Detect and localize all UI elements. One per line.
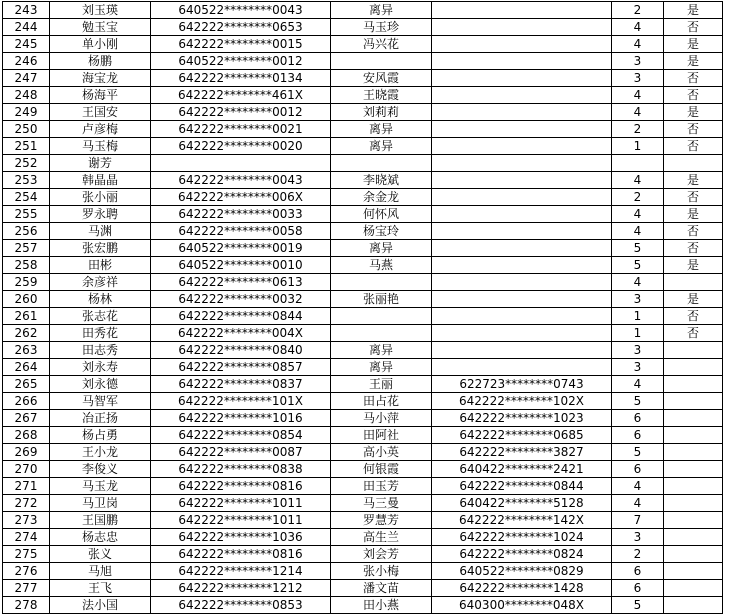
cell-name[interactable]: 海宝龙 [50, 70, 151, 87]
cell-spouse-name[interactable] [331, 53, 432, 70]
table-row [3, 478, 723, 495]
cell-family-count[interactable]: 3 [612, 342, 664, 359]
cell-spouse-id-number[interactable]: 642222********142X [432, 512, 612, 529]
cell-spouse-name[interactable]: 刘会芳 [331, 546, 432, 563]
cell-id-number[interactable]: 642222********0058 [151, 223, 331, 240]
cell-spouse-name[interactable]: 离异 [331, 138, 432, 155]
cell-name[interactable]: 田彬 [50, 257, 151, 274]
cell-family-count[interactable]: 7 [612, 512, 664, 529]
cell-name[interactable]: 马卫岗 [50, 495, 151, 512]
cell-row-number[interactable]: 257 [3, 240, 50, 257]
cell-spouse-name[interactable]: 高小英 [331, 444, 432, 461]
cell-family-count[interactable]: 5 [612, 597, 664, 614]
cell-flag[interactable]: 否 [664, 325, 723, 342]
cell-flag[interactable]: 是 [664, 36, 723, 53]
table-row [3, 410, 723, 427]
cell-spouse-id-number[interactable] [432, 206, 612, 223]
table-row [3, 580, 723, 597]
table-row [3, 359, 723, 376]
cell-id-number[interactable]: 642222********1011 [151, 495, 331, 512]
cell-row-number[interactable]: 264 [3, 359, 50, 376]
cell-family-count[interactable]: 5 [612, 444, 664, 461]
cell-name[interactable]: 罗永聘 [50, 206, 151, 223]
cell-spouse-id-number[interactable]: 640422********2421 [432, 461, 612, 478]
cell-family-count[interactable]: 5 [612, 257, 664, 274]
cell-row-number[interactable]: 250 [3, 121, 50, 138]
cell-spouse-id-number[interactable] [432, 274, 612, 291]
cell-spouse-name[interactable]: 罗慧芳 [331, 512, 432, 529]
cell-family-count[interactable] [612, 155, 664, 172]
cell-spouse-id-number[interactable]: 640522********0829 [432, 563, 612, 580]
cell-row-number[interactable]: 278 [3, 597, 50, 614]
cell-row-number[interactable]: 259 [3, 274, 50, 291]
cell-family-count[interactable]: 1 [612, 325, 664, 342]
cell-spouse-id-number[interactable] [432, 342, 612, 359]
cell-row-number[interactable]: 266 [3, 393, 50, 410]
cell-name[interactable]: 勉玉宝 [50, 19, 151, 36]
cell-flag[interactable] [664, 359, 723, 376]
cell-spouse-name[interactable]: 冯兴花 [331, 36, 432, 53]
cell-name[interactable]: 杨占勇 [50, 427, 151, 444]
cell-id-number[interactable]: 642222********0020 [151, 138, 331, 155]
cell-spouse-id-number[interactable]: 622723********0743 [432, 376, 612, 393]
cell-row-number[interactable]: 256 [3, 223, 50, 240]
cell-flag[interactable] [664, 342, 723, 359]
table-row [3, 104, 723, 121]
table-row [3, 274, 723, 291]
cell-flag[interactable]: 是 [664, 206, 723, 223]
cell-spouse-name[interactable] [331, 155, 432, 172]
cell-spouse-id-number[interactable] [432, 240, 612, 257]
cell-row-number[interactable]: 249 [3, 104, 50, 121]
cell-row-number[interactable]: 270 [3, 461, 50, 478]
cell-family-count[interactable]: 4 [612, 172, 664, 189]
cell-spouse-id-number[interactable] [432, 121, 612, 138]
table-row [3, 138, 723, 155]
cell-family-count[interactable]: 6 [612, 427, 664, 444]
cell-row-number[interactable]: 255 [3, 206, 50, 223]
table-row [3, 53, 723, 70]
table-row [3, 376, 723, 393]
cell-name[interactable]: 单小刚 [50, 36, 151, 53]
cell-id-number[interactable]: 642222********0844 [151, 308, 331, 325]
cell-spouse-name[interactable]: 潘文苗 [331, 580, 432, 597]
cell-spouse-id-number[interactable]: 642222********1023 [432, 410, 612, 427]
cell-flag[interactable]: 是 [664, 172, 723, 189]
cell-spouse-name[interactable]: 张丽艳 [331, 291, 432, 308]
cell-row-number[interactable]: 267 [3, 410, 50, 427]
cell-spouse-id-number[interactable] [432, 359, 612, 376]
table-row [3, 36, 723, 53]
cell-family-count[interactable]: 3 [612, 529, 664, 546]
table-row [3, 495, 723, 512]
cell-row-number[interactable]: 258 [3, 257, 50, 274]
table-row [3, 512, 723, 529]
cell-flag[interactable]: 否 [664, 223, 723, 240]
cell-flag[interactable] [664, 461, 723, 478]
table-row [3, 257, 723, 274]
table-row [3, 2, 723, 19]
cell-flag[interactable] [664, 512, 723, 529]
table-row [3, 427, 723, 444]
cell-spouse-id-number[interactable] [432, 70, 612, 87]
cell-id-number[interactable]: 642222********0816 [151, 546, 331, 563]
cell-family-count[interactable]: 4 [612, 274, 664, 291]
cell-id-number[interactable]: 642222********0854 [151, 427, 331, 444]
cell-name[interactable]: 谢芳 [50, 155, 151, 172]
cell-spouse-name[interactable]: 王丽 [331, 376, 432, 393]
cell-name[interactable]: 王小龙 [50, 444, 151, 461]
cell-id-number[interactable]: 642222********006X [151, 189, 331, 206]
cell-name[interactable]: 马旭 [50, 563, 151, 580]
cell-family-count[interactable]: 4 [612, 104, 664, 121]
cell-family-count[interactable]: 6 [612, 410, 664, 427]
cell-family-count[interactable]: 2 [612, 121, 664, 138]
cell-flag[interactable]: 是 [664, 53, 723, 70]
cell-row-number[interactable]: 262 [3, 325, 50, 342]
cell-name[interactable]: 田志秀 [50, 342, 151, 359]
cell-row-number[interactable]: 269 [3, 444, 50, 461]
table-row [3, 189, 723, 206]
cell-id-number[interactable]: 640522********0010 [151, 257, 331, 274]
cell-row-number[interactable]: 261 [3, 308, 50, 325]
cell-row-number[interactable]: 271 [3, 478, 50, 495]
cell-name[interactable]: 王国安 [50, 104, 151, 121]
cell-name[interactable]: 刘玉瑛 [50, 2, 151, 19]
cell-spouse-name[interactable]: 田小燕 [331, 597, 432, 614]
cell-spouse-name[interactable]: 高生兰 [331, 529, 432, 546]
cell-id-number[interactable]: 642222********0857 [151, 359, 331, 376]
cell-row-number[interactable]: 260 [3, 291, 50, 308]
cell-family-count[interactable]: 6 [612, 461, 664, 478]
cell-family-count[interactable]: 4 [612, 478, 664, 495]
cell-family-count[interactable]: 4 [612, 87, 664, 104]
cell-row-number[interactable]: 244 [3, 19, 50, 36]
table-row [3, 563, 723, 580]
cell-id-number[interactable]: 642222********004X [151, 325, 331, 342]
cell-family-count[interactable]: 2 [612, 546, 664, 563]
cell-row-number[interactable]: 243 [3, 2, 50, 19]
cell-family-count[interactable]: 2 [612, 189, 664, 206]
cell-family-count[interactable]: 4 [612, 223, 664, 240]
table-row [3, 87, 723, 104]
cell-spouse-name[interactable]: 余金龙 [331, 189, 432, 206]
cell-row-number[interactable]: 252 [3, 155, 50, 172]
cell-row-number[interactable]: 275 [3, 546, 50, 563]
cell-row-number[interactable]: 263 [3, 342, 50, 359]
table-row [3, 206, 723, 223]
cell-name[interactable]: 韩晶晶 [50, 172, 151, 189]
cell-id-number[interactable]: 640522********0019 [151, 240, 331, 257]
table-row [3, 240, 723, 257]
cell-spouse-name[interactable] [331, 274, 432, 291]
cell-row-number[interactable]: 268 [3, 427, 50, 444]
cell-name[interactable]: 王飞 [50, 580, 151, 597]
cell-row-number[interactable]: 277 [3, 580, 50, 597]
table-row [3, 597, 723, 614]
table-row [3, 70, 723, 87]
cell-family-count[interactable]: 1 [612, 138, 664, 155]
cell-flag[interactable] [664, 529, 723, 546]
cell-family-count[interactable]: 6 [612, 563, 664, 580]
cell-name[interactable]: 法小国 [50, 597, 151, 614]
cell-family-count[interactable]: 3 [612, 359, 664, 376]
table-row [3, 172, 723, 189]
cell-family-count[interactable]: 4 [612, 495, 664, 512]
table-row [3, 393, 723, 410]
cell-flag[interactable]: 否 [664, 121, 723, 138]
cell-name[interactable]: 马玉梅 [50, 138, 151, 155]
cell-id-number[interactable]: 642222********0087 [151, 444, 331, 461]
cell-name[interactable]: 田秀花 [50, 325, 151, 342]
cell-id-number[interactable]: 642222********0613 [151, 274, 331, 291]
cell-spouse-id-number[interactable]: 642222********1024 [432, 529, 612, 546]
table-row [3, 223, 723, 240]
cell-spouse-name[interactable]: 张小梅 [331, 563, 432, 580]
spreadsheet-area [2, 1, 723, 614]
table-row [3, 121, 723, 138]
cell-spouse-name[interactable]: 马小萍 [331, 410, 432, 427]
cell-id-number[interactable]: 642222********0015 [151, 36, 331, 53]
cell-flag[interactable] [664, 563, 723, 580]
cell-spouse-id-number[interactable] [432, 172, 612, 189]
cell-flag[interactable] [664, 580, 723, 597]
table-row [3, 444, 723, 461]
cell-flag[interactable] [664, 495, 723, 512]
cell-flag[interactable] [664, 444, 723, 461]
cell-flag[interactable] [664, 155, 723, 172]
cell-spouse-name[interactable]: 离异 [331, 342, 432, 359]
cell-flag[interactable]: 否 [664, 308, 723, 325]
cell-flag[interactable]: 否 [664, 70, 723, 87]
table-row [3, 155, 723, 172]
table-row [3, 342, 723, 359]
cell-family-count[interactable]: 3 [612, 53, 664, 70]
cell-flag[interactable]: 是 [664, 104, 723, 121]
cell-spouse-name[interactable]: 离异 [331, 359, 432, 376]
cell-id-number[interactable]: 642222********461X [151, 87, 331, 104]
cell-flag[interactable] [664, 410, 723, 427]
table-body [3, 2, 723, 614]
cell-name[interactable]: 杨林 [50, 291, 151, 308]
cell-row-number[interactable]: 274 [3, 529, 50, 546]
cell-spouse-name[interactable]: 何怀风 [331, 206, 432, 223]
cell-spouse-name[interactable]: 刘莉莉 [331, 104, 432, 121]
cell-spouse-id-number[interactable] [432, 155, 612, 172]
cell-id-number[interactable]: 642222********0840 [151, 342, 331, 359]
table-row [3, 19, 723, 36]
cell-family-count[interactable]: 3 [612, 70, 664, 87]
cell-id-number[interactable]: 642222********1011 [151, 512, 331, 529]
cell-family-count[interactable]: 4 [612, 206, 664, 223]
cell-name[interactable]: 冶正扬 [50, 410, 151, 427]
cell-family-count[interactable]: 1 [612, 308, 664, 325]
cell-spouse-name[interactable] [331, 308, 432, 325]
cell-flag[interactable]: 是 [664, 291, 723, 308]
cell-spouse-id-number[interactable]: 642222********0824 [432, 546, 612, 563]
cell-flag[interactable]: 否 [664, 87, 723, 104]
cell-spouse-name[interactable]: 何银霞 [331, 461, 432, 478]
cell-spouse-id-number[interactable] [432, 19, 612, 36]
cell-spouse-name[interactable]: 安风霞 [331, 70, 432, 87]
cell-family-count[interactable]: 4 [612, 36, 664, 53]
cell-family-count[interactable]: 4 [612, 376, 664, 393]
cell-id-number[interactable]: 642222********1214 [151, 563, 331, 580]
cell-family-count[interactable]: 5 [612, 393, 664, 410]
cell-id-number[interactable]: 642222********0853 [151, 597, 331, 614]
cell-spouse-name[interactable] [331, 325, 432, 342]
cell-spouse-id-number[interactable]: 642222********1428 [432, 580, 612, 597]
cell-spouse-id-number[interactable] [432, 53, 612, 70]
cell-family-count[interactable]: 5 [612, 240, 664, 257]
cell-family-count[interactable]: 3 [612, 291, 664, 308]
cell-spouse-name[interactable]: 田阿社 [331, 427, 432, 444]
cell-id-number[interactable]: 642222********0653 [151, 19, 331, 36]
cell-name[interactable]: 余彦祥 [50, 274, 151, 291]
cell-flag[interactable] [664, 597, 723, 614]
cell-spouse-id-number[interactable] [432, 325, 612, 342]
cell-id-number[interactable]: 642222********0021 [151, 121, 331, 138]
cell-name[interactable]: 马智军 [50, 393, 151, 410]
cell-flag[interactable]: 否 [664, 189, 723, 206]
cell-spouse-name[interactable]: 马三曼 [331, 495, 432, 512]
cell-spouse-name[interactable]: 马燕 [331, 257, 432, 274]
cell-spouse-id-number[interactable]: 640422********5128 [432, 495, 612, 512]
cell-row-number[interactable]: 254 [3, 189, 50, 206]
cell-name[interactable]: 杨志忠 [50, 529, 151, 546]
cell-family-count[interactable]: 6 [612, 580, 664, 597]
cell-id-number[interactable]: 642222********0816 [151, 478, 331, 495]
cell-flag[interactable]: 是 [664, 257, 723, 274]
cell-flag[interactable] [664, 393, 723, 410]
cell-family-count[interactable]: 4 [612, 19, 664, 36]
cell-id-number[interactable]: 642222********0134 [151, 70, 331, 87]
cell-name[interactable]: 刘永德 [50, 376, 151, 393]
cell-spouse-id-number[interactable] [432, 291, 612, 308]
cell-spouse-id-number[interactable] [432, 189, 612, 206]
cell-flag[interactable] [664, 546, 723, 563]
cell-name[interactable]: 马玉龙 [50, 478, 151, 495]
cell-spouse-name[interactable]: 田玉芳 [331, 478, 432, 495]
cell-spouse-id-number[interactable] [432, 138, 612, 155]
cell-id-number[interactable]: 642222********0032 [151, 291, 331, 308]
cell-flag[interactable]: 否 [664, 19, 723, 36]
cell-spouse-id-number[interactable]: 642222********0844 [432, 478, 612, 495]
cell-flag[interactable] [664, 274, 723, 291]
cell-spouse-id-number[interactable]: 642222********0685 [432, 427, 612, 444]
cell-spouse-name[interactable]: 杨宝玲 [331, 223, 432, 240]
table-row [3, 291, 723, 308]
cell-spouse-id-number[interactable] [432, 2, 612, 19]
cell-id-number[interactable]: 642222********0033 [151, 206, 331, 223]
cell-spouse-id-number[interactable] [432, 104, 612, 121]
cell-name[interactable]: 李俊义 [50, 461, 151, 478]
cell-id-number[interactable]: 642222********1016 [151, 410, 331, 427]
cell-name[interactable]: 杨鹏 [50, 53, 151, 70]
table-row [3, 461, 723, 478]
cell-name[interactable]: 张小丽 [50, 189, 151, 206]
cell-spouse-id-number[interactable] [432, 36, 612, 53]
cell-name[interactable]: 张义 [50, 546, 151, 563]
cell-spouse-id-number[interactable] [432, 87, 612, 104]
cell-name[interactable]: 杨海平 [50, 87, 151, 104]
table-row [3, 529, 723, 546]
cell-flag[interactable]: 否 [664, 138, 723, 155]
cell-row-number[interactable]: 253 [3, 172, 50, 189]
cell-name[interactable]: 张志花 [50, 308, 151, 325]
cell-spouse-id-number[interactable]: 642222********3827 [432, 444, 612, 461]
cell-spouse-name[interactable]: 田占花 [331, 393, 432, 410]
cell-row-number[interactable]: 245 [3, 36, 50, 53]
cell-spouse-name[interactable]: 离异 [331, 121, 432, 138]
table-row [3, 546, 723, 563]
cell-name[interactable]: 马渊 [50, 223, 151, 240]
cell-flag[interactable]: 是 [664, 2, 723, 19]
cell-row-number[interactable]: 265 [3, 376, 50, 393]
cell-id-number[interactable]: 642222********0012 [151, 104, 331, 121]
cell-spouse-name[interactable]: 李晓斌 [331, 172, 432, 189]
cell-spouse-name[interactable]: 离异 [331, 240, 432, 257]
resident-table [2, 1, 723, 614]
cell-row-number[interactable]: 248 [3, 87, 50, 104]
cell-flag[interactable]: 否 [664, 240, 723, 257]
cell-row-number[interactable]: 251 [3, 138, 50, 155]
cell-row-number[interactable]: 247 [3, 70, 50, 87]
table-row [3, 325, 723, 342]
cell-id-number[interactable]: 640522********0012 [151, 53, 331, 70]
cell-row-number[interactable]: 276 [3, 563, 50, 580]
cell-id-number[interactable]: 642222********0837 [151, 376, 331, 393]
cell-flag[interactable] [664, 427, 723, 444]
cell-name[interactable]: 王国鹏 [50, 512, 151, 529]
cell-name[interactable]: 刘永寿 [50, 359, 151, 376]
cell-spouse-name[interactable]: 王晓霞 [331, 87, 432, 104]
cell-spouse-id-number[interactable] [432, 223, 612, 240]
cell-spouse-name[interactable]: 离异 [331, 2, 432, 19]
cell-row-number[interactable]: 273 [3, 512, 50, 529]
cell-id-number[interactable]: 642222********1036 [151, 529, 331, 546]
cell-flag[interactable] [664, 478, 723, 495]
cell-spouse-id-number[interactable]: 640300********048X [432, 597, 612, 614]
cell-id-number[interactable] [151, 155, 331, 172]
cell-spouse-id-number[interactable] [432, 257, 612, 274]
cell-row-number[interactable]: 272 [3, 495, 50, 512]
cell-row-number[interactable]: 246 [3, 53, 50, 70]
cell-id-number[interactable]: 642222********0043 [151, 172, 331, 189]
cell-id-number[interactable]: 642222********101X [151, 393, 331, 410]
cell-name[interactable]: 张宏鹏 [50, 240, 151, 257]
cell-family-count[interactable]: 2 [612, 2, 664, 19]
cell-id-number[interactable]: 642222********1212 [151, 580, 331, 597]
cell-spouse-name[interactable]: 马玉珍 [331, 19, 432, 36]
cell-id-number[interactable]: 640522********0043 [151, 2, 331, 19]
table-row [3, 308, 723, 325]
cell-spouse-id-number[interactable] [432, 308, 612, 325]
cell-id-number[interactable]: 642222********0838 [151, 461, 331, 478]
cell-spouse-id-number[interactable]: 642222********102X [432, 393, 612, 410]
cell-flag[interactable] [664, 376, 723, 393]
cell-name[interactable]: 卢彦梅 [50, 121, 151, 138]
